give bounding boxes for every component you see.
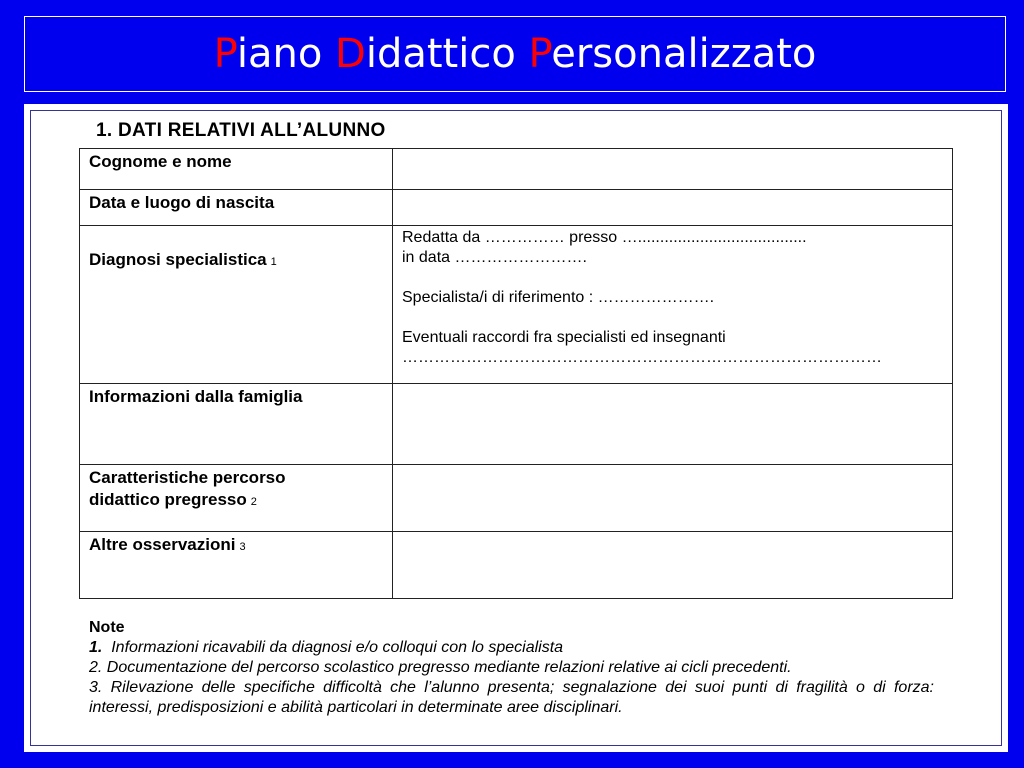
- value-altre-osservazioni: [393, 532, 953, 599]
- title-word-3: ersonalizzato: [551, 31, 817, 77]
- table-row: [80, 465, 953, 532]
- note-2: 2. Documentazione del percorso scolastico pregresso mediante relazioni relative ai cicli precedenti.: [89, 659, 792, 676]
- label-informazioni: Informazioni dalla famiglia: [80, 384, 393, 465]
- value-cognome-nome: [393, 149, 953, 190]
- title-word-1: iano: [236, 31, 336, 77]
- value-data-luogo: [393, 190, 953, 226]
- label-caratteristiche-line1: Caratteristiche percorso: [89, 468, 286, 487]
- title-initial-p2: P: [528, 31, 552, 77]
- title-initial-p1: P: [213, 31, 237, 77]
- title-initial-d: D: [335, 31, 366, 77]
- spacer: [402, 268, 943, 288]
- section-heading: 1. DATI RELATIVI ALL’ALUNNO: [96, 120, 386, 141]
- label-data-luogo: Data e luogo di nascita: [80, 190, 393, 226]
- note-3: 3. Rilevazione delle specifiche difficoltà che l’alunno presenta; segnalazione dei suoi punti di fragilità o di forza: interessi, predisposizioni e abilità particolari in determinate aree disciplinari.: [89, 679, 934, 716]
- note-1-number: 1.: [89, 639, 103, 656]
- label-altre-osservazioni: [80, 532, 393, 599]
- diagnosi-in-data: in data …………………….: [402, 249, 587, 266]
- notes-section: [89, 618, 934, 718]
- label-cognome-nome: Cognome e nome: [80, 149, 393, 190]
- label-diagnosi: [80, 226, 393, 384]
- table-row: [80, 384, 953, 465]
- table-row: [80, 190, 953, 226]
- title-word-2: idattico: [365, 31, 529, 77]
- diagnosi-dots: ………………………………………………………………………………: [402, 349, 882, 366]
- note-1-text: Informazioni ricavabili da diagnosi e/o colloqui con lo specialista: [111, 639, 564, 656]
- diagnosi-raccordi: Eventuali raccordi fra specialisti ed insegnanti: [402, 329, 726, 346]
- diagnosi-redatta: Redatta da …………… presso …......................................: [402, 229, 807, 246]
- table-row: [80, 532, 953, 599]
- student-data-table: [79, 148, 953, 599]
- slide-title-box: [24, 16, 1006, 92]
- footnote-ref-3: 3: [239, 541, 246, 553]
- label-caratteristiche-line2: didattico pregresso: [89, 490, 247, 509]
- value-informazioni: [393, 384, 953, 465]
- value-caratteristiche: [393, 465, 953, 532]
- diagnosi-specialista: Specialista/i di riferimento : ………………….: [402, 289, 715, 306]
- note-1: [89, 638, 934, 658]
- label-caratteristiche: [80, 465, 393, 532]
- label-altre-text: Altre osservazioni: [89, 535, 236, 554]
- label-diagnosi-text: Diagnosi specialistica: [89, 249, 267, 269]
- value-diagnosi: [393, 226, 953, 384]
- table-row: [80, 149, 953, 190]
- table-row: [80, 226, 953, 384]
- footnote-ref-1: 1: [270, 255, 277, 268]
- spacer: [402, 308, 943, 328]
- notes-title: Note: [89, 619, 125, 636]
- footnote-ref-2: 2: [250, 496, 257, 508]
- slide-title: [214, 31, 817, 77]
